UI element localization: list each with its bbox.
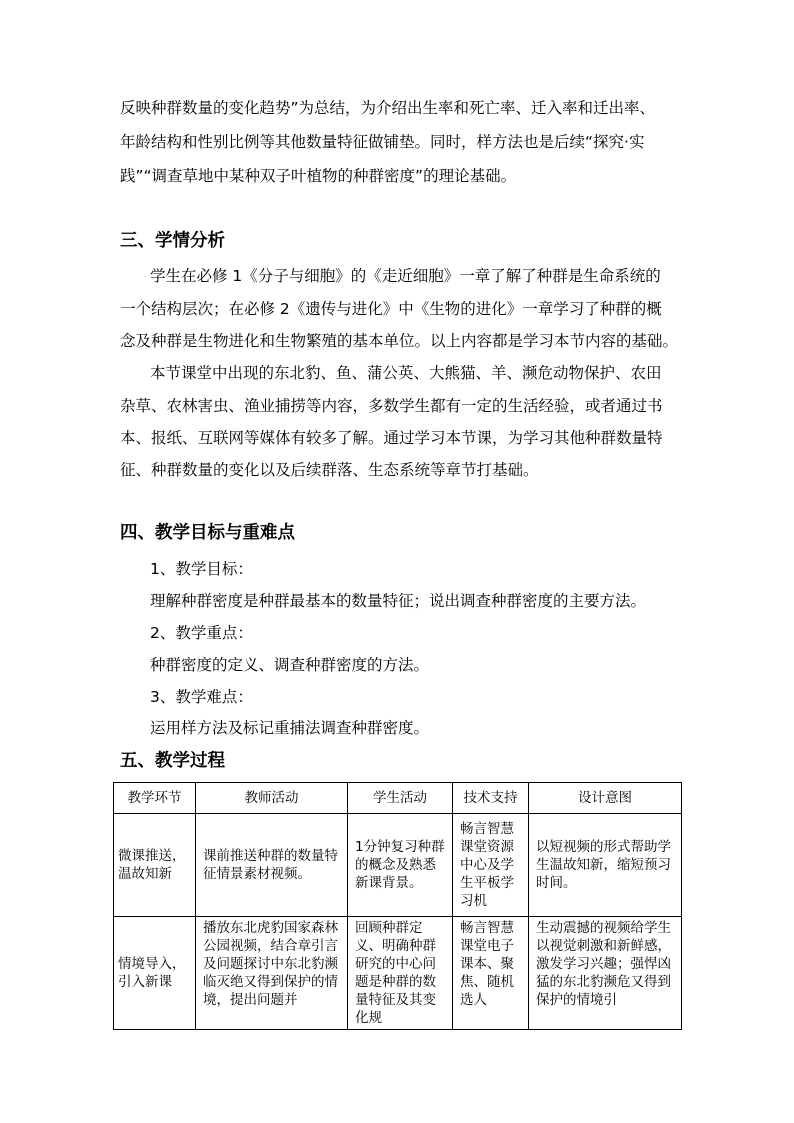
section-3-title: 三、学情分析	[120, 231, 225, 251]
focus-text: 种群密度的定义、调查种群密度的方法。	[150, 656, 430, 674]
table-row	[114, 917, 682, 1030]
table-header-row	[114, 783, 682, 814]
section-3-line-5: 杂草、农林害虫、渔业捕捞等内容，多数学生都有一定的生活经验，或者通过书	[120, 397, 663, 415]
goal-label: 1、教学目标：	[150, 560, 253, 578]
header-teacher-activity: 教师活动	[196, 783, 348, 814]
header-stage: 教学环节	[114, 783, 196, 814]
table-row	[114, 814, 682, 917]
cell-stage: 微课推送，温故知新	[114, 814, 196, 917]
intro-line-1: 反映种群数量的变化趋势”为总结，为介绍出生率和死亡率、迁入率和迁出率、	[120, 99, 656, 117]
cell-student: 1分钟复习种群的概念及熟悉新课背景。	[348, 814, 453, 917]
teaching-process-table	[113, 782, 682, 1030]
header-student-activity: 学生活动	[348, 783, 453, 814]
cell-student: 回顾种群定义、明确种群研究的中心问题是种群的数量特征及其变化规	[348, 917, 453, 1030]
cell-teacher: 播放东北虎豹国家森林公园视频，结合章引言及问题探讨中东北豹濒临灭绝又得到保护的情境，提出问题并	[196, 917, 348, 1030]
section-3-line-4: 本节课堂中出现的东北豹、鱼、蒲公英、大熊猫、羊、濒危动物保护、农田	[150, 364, 662, 382]
section-3-line-6: 本、报纸、互联网等媒体有较多了解。通过学习本节课，为学习其他种群数量特	[120, 429, 663, 447]
cell-intent: 以短视频的形式帮助学生温故知新，缩短预习时间。	[529, 814, 682, 917]
section-3-line-7: 征、种群数量的变化以及后续群落、生态系统等章节打基础。	[120, 461, 539, 479]
header-tech-support: 技术支持	[453, 783, 529, 814]
section-3-line-1: 学生在必修 1《分子与细胞》的《走近细胞》一章了解了种群是生命系统的	[150, 267, 661, 285]
intro-line-3: 践”“调查草地中某种双子叶植物的种群密度”的理论基础。	[120, 167, 517, 185]
cell-teacher: 课前推送种群的数量特征情景素材视频。	[196, 814, 348, 917]
difficulty-text: 运用样方法及标记重捕法调查种群密度。	[150, 719, 430, 737]
cell-tech: 畅言智慧课堂资源中心及学生平板学习机	[453, 814, 529, 917]
section-3-line-3: 念及种群是生物进化和生物繁殖的基本单位。以上内容都是学习本节内容的基础。	[120, 332, 679, 350]
section-3-line-2: 一个结构层次；在必修 2《遗传与进化》中《生物的进化》一章学习了种群的概	[120, 300, 662, 318]
section-4-title: 四、教学目标与重难点	[120, 523, 295, 543]
cell-intent: 生动震撼的视频给学生以视觉刺激和新鲜感，激发学习兴趣；强悍凶猛的东北豹濒危又得到保护的情境引	[529, 917, 682, 1030]
cell-stage: 情境导入，引入新课	[114, 917, 196, 1030]
intro-line-2: 年龄结构和性别比例等其他数量特征做铺垫。同时，样方法也是后续“探究·实	[120, 133, 645, 151]
header-design-intent: 设计意图	[529, 783, 682, 814]
section-5-title: 五、教学过程	[120, 751, 225, 771]
difficulty-label: 3、教学难点：	[150, 688, 253, 706]
focus-label: 2、教学重点：	[150, 624, 253, 642]
cell-tech: 畅言智慧课堂电子课本、聚焦、随机选人	[453, 917, 529, 1030]
goal-text: 理解种群密度是种群最基本的数量特征；说出调查种群密度的主要方法。	[150, 592, 647, 610]
